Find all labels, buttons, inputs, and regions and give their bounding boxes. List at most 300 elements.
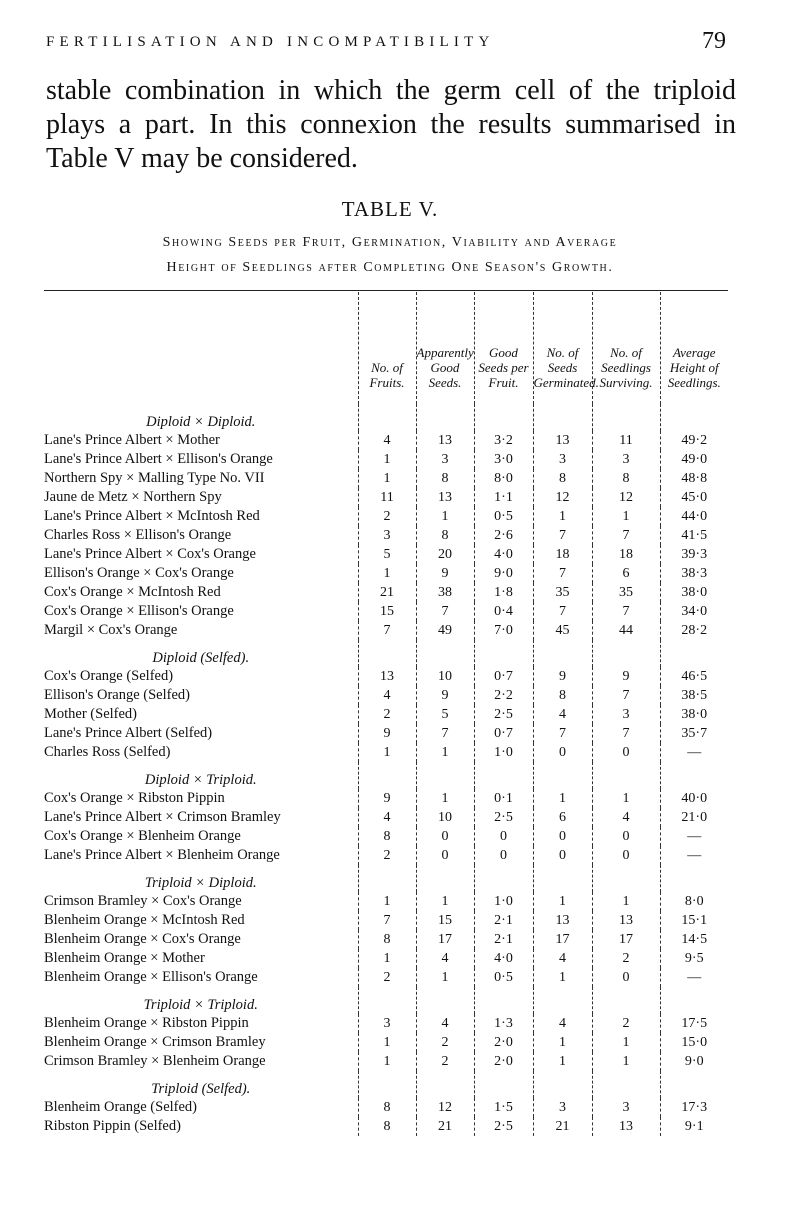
empty-cell [358, 865, 416, 892]
value-cell: 14·5 [660, 930, 728, 949]
cross-name: Lane's Prince Albert × Cox's Orange [44, 546, 256, 562]
value-cell: 1 [416, 968, 474, 987]
empty-cell [474, 404, 533, 431]
cross-name: Charles Ross (Selfed) [44, 744, 171, 760]
value-cell: 2 [592, 949, 660, 968]
cross-name: Ellison's Orange × Cox's Orange [44, 565, 234, 581]
value-cell: 4 [592, 808, 660, 827]
value-cell: 13 [533, 431, 592, 450]
empty-cell [533, 1071, 592, 1098]
value-cell: 6 [533, 808, 592, 827]
empty-cell [660, 640, 728, 667]
value-cell: 44·0 [660, 507, 728, 526]
empty-cell [592, 865, 660, 892]
value-cell: 3 [416, 450, 474, 469]
cross-name: Ribston Pippin (Selfed) [44, 1118, 181, 1134]
value-cell: — [660, 827, 728, 846]
value-cell: 7 [592, 526, 660, 545]
value-cell: 1 [358, 564, 416, 583]
value-cell: 21 [416, 1117, 474, 1136]
value-cell: 1 [533, 968, 592, 987]
value-cell: — [660, 968, 728, 987]
value-cell: 20 [416, 545, 474, 564]
group-heading: Triploid × Triploid. [143, 997, 258, 1013]
table-row [44, 1033, 728, 1052]
value-cell: 9 [358, 724, 416, 743]
value-cell: 0·5 [474, 968, 533, 987]
empty-cell [660, 404, 728, 431]
table-header-row [44, 292, 728, 404]
cross-name: Blenheim Orange × Ribston Pippin [44, 1015, 249, 1031]
cross-name: Cox's Orange × Ribston Pippin [44, 790, 225, 806]
value-cell: 7 [358, 911, 416, 930]
table-row [44, 545, 728, 564]
value-cell: 3·0 [474, 450, 533, 469]
empty-cell [533, 762, 592, 789]
value-cell: 0 [416, 846, 474, 865]
value-cell: 38·5 [660, 686, 728, 705]
value-cell: 21 [358, 583, 416, 602]
value-cell: 1 [358, 949, 416, 968]
value-cell: 49·2 [660, 431, 728, 450]
table-row [44, 602, 728, 621]
value-cell: 7 [592, 724, 660, 743]
value-cell: 2 [358, 705, 416, 724]
value-cell: 7 [416, 724, 474, 743]
cross-name: Margil × Cox's Orange [44, 622, 178, 638]
column-header: Good Seeds per Fruit. [474, 292, 533, 404]
value-cell: 8 [358, 1117, 416, 1136]
running-head-title: FERTILISATION AND INCOMPATIBILITY [46, 34, 495, 50]
value-cell: 4·0 [474, 949, 533, 968]
value-cell: 38 [416, 583, 474, 602]
value-cell: 44 [592, 621, 660, 640]
table-row [44, 808, 728, 827]
value-cell: 46·5 [660, 667, 728, 686]
value-cell: 15·1 [660, 911, 728, 930]
value-cell: 2·2 [474, 686, 533, 705]
value-cell: 9 [358, 789, 416, 808]
value-cell: 3 [592, 705, 660, 724]
value-cell: 11 [592, 431, 660, 450]
value-cell: 8·0 [660, 892, 728, 911]
empty-cell [358, 1071, 416, 1098]
empty-cell [533, 640, 592, 667]
value-cell: 0·5 [474, 507, 533, 526]
value-cell: 35 [533, 583, 592, 602]
table-row [44, 846, 728, 865]
value-cell: 1 [358, 892, 416, 911]
empty-cell [416, 865, 474, 892]
value-cell: 34·0 [660, 602, 728, 621]
value-cell: 2 [416, 1052, 474, 1071]
value-cell: 0 [474, 827, 533, 846]
table-subtitle-line-1: Showing Seeds per Fruit, Germination, Viability and Average [162, 235, 618, 250]
value-cell: 13 [592, 911, 660, 930]
cross-name: Blenheim Orange × Crimson Bramley [44, 1034, 266, 1050]
value-cell: 7 [533, 564, 592, 583]
table-row [44, 930, 728, 949]
value-cell: 6 [592, 564, 660, 583]
value-cell: 2 [358, 968, 416, 987]
empty-cell [533, 404, 592, 431]
value-cell: 1·8 [474, 583, 533, 602]
value-cell: 8 [358, 827, 416, 846]
value-cell: 9·0 [660, 1052, 728, 1071]
value-cell: 5 [358, 545, 416, 564]
empty-cell [358, 404, 416, 431]
value-cell: 13 [358, 667, 416, 686]
empty-cell [592, 1071, 660, 1098]
empty-cell [474, 987, 533, 1014]
value-cell: 13 [533, 911, 592, 930]
table-title: TABLE V. [341, 197, 439, 221]
table-row [44, 583, 728, 602]
value-cell: 8·0 [474, 469, 533, 488]
table-row [44, 667, 728, 686]
value-cell: 1 [592, 789, 660, 808]
cross-name: Blenheim Orange (Selfed) [44, 1099, 198, 1115]
value-cell: 9 [416, 686, 474, 705]
data-table [44, 292, 728, 1136]
value-cell: 1 [416, 892, 474, 911]
value-cell: 10 [416, 667, 474, 686]
value-cell: 7 [533, 724, 592, 743]
value-cell: 39·3 [660, 545, 728, 564]
table-row [44, 507, 728, 526]
empty-cell [416, 987, 474, 1014]
table-row [44, 968, 728, 987]
value-cell: 21 [533, 1117, 592, 1136]
value-cell: 1·5 [474, 1098, 533, 1117]
value-cell: 38·3 [660, 564, 728, 583]
table-row [44, 488, 728, 507]
table-row [44, 469, 728, 488]
cross-name: Crimson Bramley × Cox's Orange [44, 893, 242, 909]
empty-cell [358, 762, 416, 789]
empty-cell [592, 762, 660, 789]
empty-cell [358, 640, 416, 667]
value-cell: 4 [416, 949, 474, 968]
value-cell: 1 [592, 507, 660, 526]
empty-cell [358, 987, 416, 1014]
value-cell: 1·0 [474, 892, 533, 911]
value-cell: 17·5 [660, 1014, 728, 1033]
empty-cell [474, 1071, 533, 1098]
value-cell: 2·0 [474, 1033, 533, 1052]
value-cell: 45·0 [660, 488, 728, 507]
value-cell: 12 [416, 1098, 474, 1117]
value-cell: 7 [533, 526, 592, 545]
value-cell: 2 [416, 1033, 474, 1052]
cross-name: Cox's Orange (Selfed) [44, 668, 174, 684]
cross-name: Mother (Selfed) [44, 706, 138, 722]
group-heading-row [44, 987, 728, 1014]
value-cell: 0·7 [474, 724, 533, 743]
value-cell: 17·3 [660, 1098, 728, 1117]
cross-name: Crimson Bramley × Blenheim Orange [44, 1053, 266, 1069]
cross-name: Blenheim Orange × Cox's Orange [44, 931, 241, 947]
column-header: No. of Fruits. [358, 292, 416, 404]
value-cell: 7 [358, 621, 416, 640]
value-cell: 1·1 [474, 488, 533, 507]
value-cell: 0 [474, 846, 533, 865]
group-heading-row [44, 762, 728, 789]
value-cell: 13 [592, 1117, 660, 1136]
value-cell: 2·5 [474, 705, 533, 724]
value-cell: 1 [592, 1052, 660, 1071]
value-cell: 15·0 [660, 1033, 728, 1052]
value-cell: 0 [533, 743, 592, 762]
cross-name: Cox's Orange × Blenheim Orange [44, 828, 241, 844]
table-row [44, 724, 728, 743]
value-cell: 21·0 [660, 808, 728, 827]
value-cell: 13 [416, 488, 474, 507]
value-cell: 9·0 [474, 564, 533, 583]
cross-name: Cox's Orange × Ellison's Orange [44, 603, 234, 619]
value-cell: 7 [592, 602, 660, 621]
value-cell: 15 [416, 911, 474, 930]
value-cell: 1 [533, 1052, 592, 1071]
page-number: 79 [702, 28, 726, 54]
value-cell: 1 [416, 507, 474, 526]
cross-name: Lane's Prince Albert × Ellison's Orange [44, 451, 273, 467]
empty-cell [474, 762, 533, 789]
value-cell: 3 [533, 1098, 592, 1117]
value-cell: 0·4 [474, 602, 533, 621]
value-cell: 4 [358, 686, 416, 705]
table-row [44, 705, 728, 724]
value-cell: 38·0 [660, 583, 728, 602]
table-row [44, 892, 728, 911]
empty-cell [660, 762, 728, 789]
value-cell: 1 [592, 1033, 660, 1052]
cross-name: Cox's Orange × McIntosh Red [44, 584, 221, 600]
value-cell: 2 [358, 507, 416, 526]
cross-name: Lane's Prince Albert (Selfed) [44, 725, 213, 741]
value-cell: 45 [533, 621, 592, 640]
column-header: No. of Seeds Germinated. [533, 292, 592, 404]
value-cell: 2 [358, 846, 416, 865]
empty-cell [660, 987, 728, 1014]
group-heading: Diploid × Triploid. [144, 772, 257, 788]
value-cell: 17 [533, 930, 592, 949]
value-cell: 5 [416, 705, 474, 724]
value-cell: 1 [533, 1033, 592, 1052]
cross-name: Lane's Prince Albert × McIntosh Red [44, 508, 260, 524]
value-cell: 8 [416, 469, 474, 488]
value-cell: 1 [533, 507, 592, 526]
table-row [44, 1117, 728, 1136]
cross-name: Blenheim Orange × Mother [44, 950, 205, 966]
group-heading: Triploid × Diploid. [144, 875, 257, 891]
value-cell: 7 [416, 602, 474, 621]
value-cell: 1 [358, 1033, 416, 1052]
cross-name: Lane's Prince Albert × Crimson Bramley [44, 809, 281, 825]
value-cell: 0 [592, 743, 660, 762]
value-cell: 1 [592, 892, 660, 911]
group-heading: Diploid (Selfed). [152, 650, 250, 666]
table-row [44, 431, 728, 450]
value-cell: 3 [358, 526, 416, 545]
value-cell: 4 [358, 431, 416, 450]
value-cell: 3 [592, 1098, 660, 1117]
value-cell: 49·0 [660, 450, 728, 469]
table-row [44, 450, 728, 469]
group-heading-row [44, 1071, 728, 1098]
value-cell: 28·2 [660, 621, 728, 640]
table-row [44, 1014, 728, 1033]
value-cell: 1 [358, 450, 416, 469]
value-cell: 2·0 [474, 1052, 533, 1071]
table-row [44, 564, 728, 583]
value-cell: 2·5 [474, 1117, 533, 1136]
empty-cell [416, 640, 474, 667]
value-cell: 8 [358, 1098, 416, 1117]
value-cell: 8 [533, 469, 592, 488]
value-cell: 17 [416, 930, 474, 949]
value-cell: 1 [358, 743, 416, 762]
value-cell: 3 [358, 1014, 416, 1033]
cross-name: Northern Spy × Malling Type No. VII [44, 470, 265, 486]
table-row [44, 911, 728, 930]
table-row [44, 743, 728, 762]
value-cell: 4·0 [474, 545, 533, 564]
value-cell: 1·0 [474, 743, 533, 762]
value-cell: 0 [533, 846, 592, 865]
empty-cell [660, 1071, 728, 1098]
value-cell: 12 [533, 488, 592, 507]
value-cell: 2·5 [474, 808, 533, 827]
value-cell: 18 [533, 545, 592, 564]
value-cell: 1 [533, 789, 592, 808]
value-cell: 2·1 [474, 911, 533, 930]
value-cell: 4 [533, 705, 592, 724]
value-cell: 0 [592, 827, 660, 846]
cross-name: Jaune de Metz × Northern Spy [44, 489, 222, 505]
empty-cell [474, 640, 533, 667]
value-cell: 8 [592, 469, 660, 488]
value-cell: 3·2 [474, 431, 533, 450]
value-cell: 3 [592, 450, 660, 469]
value-cell: 0·1 [474, 789, 533, 808]
value-cell: 1 [358, 469, 416, 488]
value-cell: 41·5 [660, 526, 728, 545]
value-cell: 7·0 [474, 621, 533, 640]
empty-cell [592, 404, 660, 431]
value-cell: 11 [358, 488, 416, 507]
value-cell: 0 [533, 827, 592, 846]
table-row [44, 789, 728, 808]
table-row [44, 949, 728, 968]
value-cell: 10 [416, 808, 474, 827]
empty-cell [592, 987, 660, 1014]
cross-name: Blenheim Orange × Ellison's Orange [44, 969, 258, 985]
value-cell: 12 [592, 488, 660, 507]
table-row [44, 621, 728, 640]
value-cell: 4 [416, 1014, 474, 1033]
value-cell: 9 [533, 667, 592, 686]
group-heading-row [44, 865, 728, 892]
running-head [46, 28, 726, 54]
table-row [44, 1052, 728, 1071]
value-cell: 0 [592, 968, 660, 987]
value-cell: 1 [358, 1052, 416, 1071]
value-cell: 15 [358, 602, 416, 621]
empty-cell [416, 404, 474, 431]
empty-cell [533, 987, 592, 1014]
empty-cell [592, 640, 660, 667]
table-row [44, 686, 728, 705]
value-cell: 1 [416, 743, 474, 762]
cross-name: Charles Ross × Ellison's Orange [44, 527, 232, 543]
value-cell: 8 [416, 526, 474, 545]
value-cell: 8 [533, 686, 592, 705]
value-cell: 2 [592, 1014, 660, 1033]
group-heading-row [44, 404, 728, 431]
value-cell: 48·8 [660, 469, 728, 488]
value-cell: 17 [592, 930, 660, 949]
table-row [44, 526, 728, 545]
value-cell: 4 [533, 949, 592, 968]
column-header: Apparently Good Seeds. [416, 292, 474, 404]
value-cell: — [660, 846, 728, 865]
value-cell: 0·7 [474, 667, 533, 686]
value-cell: 1 [533, 892, 592, 911]
value-cell: 49 [416, 621, 474, 640]
value-cell: 2·6 [474, 526, 533, 545]
cross-name: Lane's Prince Albert × Blenheim Orange [44, 847, 280, 863]
value-cell: 13 [416, 431, 474, 450]
cross-name: Blenheim Orange × McIntosh Red [44, 912, 245, 928]
table-subtitle-line-2: Height of Seedlings after Completing One Season's Growth. [166, 260, 614, 275]
value-cell: 9 [416, 564, 474, 583]
value-cell: 1·3 [474, 1014, 533, 1033]
value-cell: 0 [592, 846, 660, 865]
value-cell: 2·1 [474, 930, 533, 949]
empty-cell [416, 762, 474, 789]
table-top-rule [44, 290, 728, 291]
value-cell: 8 [358, 930, 416, 949]
cross-name: Lane's Prince Albert × Mother [44, 432, 220, 448]
value-cell: 1 [416, 789, 474, 808]
value-cell: 7 [533, 602, 592, 621]
value-cell: 4 [358, 808, 416, 827]
table-subtitle [40, 230, 740, 280]
empty-cell [533, 865, 592, 892]
empty-cell [416, 1071, 474, 1098]
value-cell: 9·5 [660, 949, 728, 968]
value-cell: — [660, 743, 728, 762]
body-paragraph: stable combination in which the germ cell of the triploid plays a part. In this connexion the results summarised in Table V may be considered. [46, 75, 736, 174]
value-cell: 40·0 [660, 789, 728, 808]
value-cell: 4 [533, 1014, 592, 1033]
value-cell: 0 [416, 827, 474, 846]
column-header: Average Height of Seedlings. [660, 292, 728, 404]
table-row [44, 1098, 728, 1117]
cross-name: Ellison's Orange (Selfed) [44, 687, 190, 703]
value-cell: 18 [592, 545, 660, 564]
value-cell: 35·7 [660, 724, 728, 743]
value-cell: 7 [592, 686, 660, 705]
column-header: No. of Seedlings Surviving. [592, 292, 660, 404]
empty-cell [660, 865, 728, 892]
header-label [44, 292, 358, 404]
value-cell: 3 [533, 450, 592, 469]
empty-cell [474, 865, 533, 892]
value-cell: 38·0 [660, 705, 728, 724]
group-heading: Triploid (Selfed). [151, 1081, 251, 1097]
